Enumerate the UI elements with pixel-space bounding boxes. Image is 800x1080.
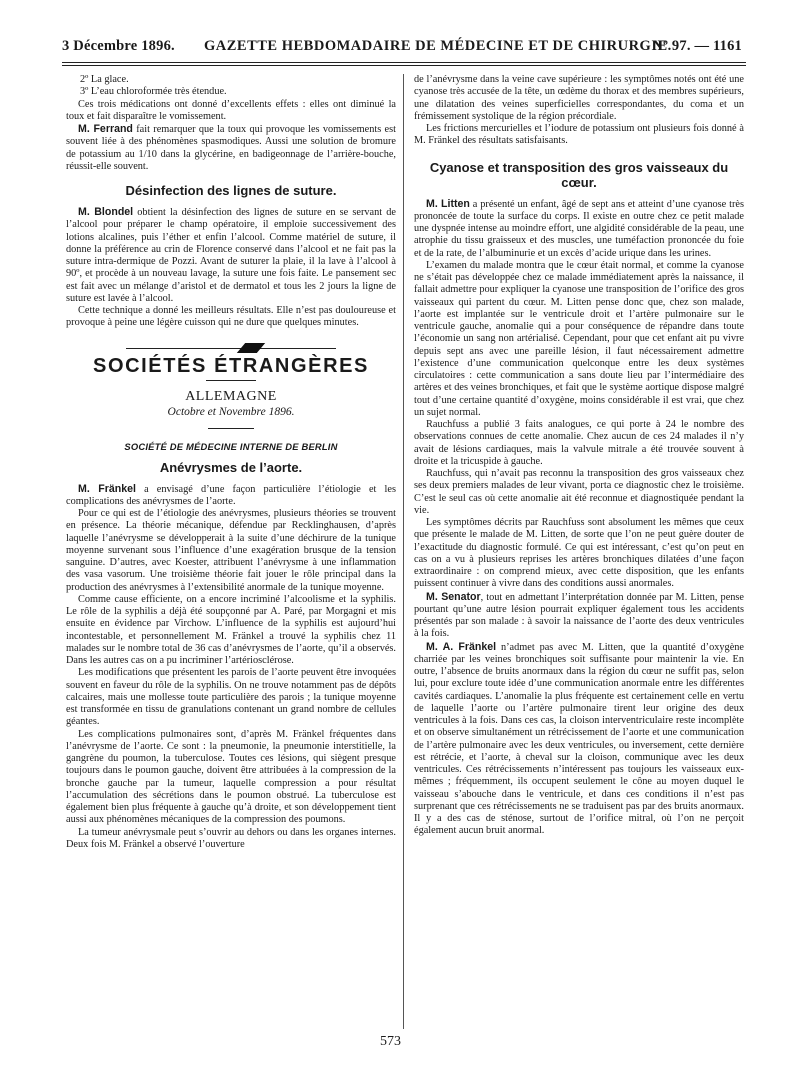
paragraph: de l’anévrysme dans la veine cave supérieure : les symptômes notés ont été une cyanose très accusée de la tête, un œdème du thorax et des membres supérieurs, une dilatation des veines superficielles correspondantes, du coma et un frémissement systolique de la région précordiale. (414, 74, 744, 122)
paragraph: Les complications pulmonaires sont, d’après M. Fränkel fréquentes dans l’anévrysme de l’aorte. Ce sont : la pneumonie, la pneumonie interstitielle, la gangrène du poumon, la tuberculose. Toutes ces lésions, qui siègent presque toujours dans le poumon gauche, doivent être attribuées à la compression de la bronche gauche par la tumeur, laquelle compression a pour résultat l’accumulation des sécrétions dans le poumon obstrué. La tuberculose est également bien plus fréquente à gauche qu’à droite, et son développement tient aussi aux phénomènes mécaniques de la compression des poumons. (66, 728, 396, 826)
paragraph (414, 198, 744, 260)
paragraph: Ces trois médications ont donné d’excellents effets : elles ont diminué la toux et fait disparaître le vomissement. (66, 98, 396, 122)
short-rule (206, 380, 256, 381)
header-rule (62, 62, 746, 63)
paragraph-text: a envisagé d’une façon particulière l’étiologie et les complications des anévrysmes de l’aorte. (66, 483, 396, 507)
period-subheading: Octobre et Novembre 1896. (167, 406, 295, 418)
ornament-diamond (237, 343, 265, 353)
paragraph: L’examen du malade montra que le cœur était normal, et comme la cyanose ne s’était pas développée chez ce malade immédiatement après la naissance, il fallait admettre pour expliquer la cyanose une transposition de l’orifice des gros vaisseaux qui partent du cœur. M. Litten pense donc que, chez son malade, l’aorte est implantée sur le ventricule droit et l’artère pulmonaire sur le ventricule gauche, anomalie qui a pour conséquence de répandre dans toute l’économie un sang non artérialisé. Cependant, pour que cet enfant ait pu vivre depuis sept ans avec une pareille lésion, il faut nécessairement admettre l’existence d’une communication quelconque entre les deux systèmes circulatoires : cette communication a sans doute lieu par l’intermédiaire des artères et des veines bronchiques, et fait que le système aortique dispose malgré tout d’une certaine quantité d’oxygène, moins considérable il est vrai, que chez un sujet normal. (414, 259, 744, 418)
society-heading: SOCIÉTÉ DE MÉDECINE INTERNE DE BERLIN (124, 441, 338, 453)
paragraph: Cette technique a donné les meilleurs résultats. Elle n’est pas douloureuse et provoque à peine une légère cuisson qui ne dure que quelques minutes. (66, 305, 396, 329)
issue-page-number: Nº 97. — 1161 (652, 38, 742, 54)
paragraph-text: fait remarquer que la toux qui provoque les vomissements est souvent liée à des phénomènes spasmodiques. Aussi une solution de bromure de potassium au 1/10 dans la glycérine, en badigeonnage de l’arrière-bouche, réussit-elle souvent. (66, 124, 396, 172)
speaker-name: M. Litten (426, 197, 470, 210)
ornament-divider (126, 342, 336, 356)
list-item: 3º L’eau chloroformée très étendue. (80, 86, 227, 98)
paragraph: Rauchfuss, qui n’avait pas reconnu la transposition des gros vaisseaux chez ses deux premiers malades de leur vivant, porta ce diagnostic chez le troisième. C’est le seul cas où cette anomalie ait été reconnue et diagnostiquée pendant la vie. (414, 468, 744, 516)
column-divider (403, 74, 404, 1029)
ornament-line (126, 348, 336, 349)
section-title: Cyanose et transposition des gros vaisseaux du cœur. (429, 159, 729, 190)
short-rule (208, 428, 254, 429)
speaker-name: M. Fränkel (78, 482, 136, 495)
paragraph (414, 591, 744, 641)
section-title: Désinfection des lignes de suture. (125, 183, 337, 198)
right-column (414, 74, 744, 838)
paragraph-text: obtient la désinfection des lignes de suture en se servant de l’alcool pour préparer le champ opératoire, il emploie successivement des lotions alcalines, puis l’éther et enfin l’alcool. Comme matériel de suture, il donne la préférence au crin de Florence conservé dans l’alcool et ne fait pas la suture intra-dermique de Pozzi. Avant de suturer la plaie, il la lave à l’alcool à 90º, et procède à un nouveau lavage, la suture une fois faite. Le pansement sec est fait avec un mélange d’aristol et de dermatol et tous les 2 jours la ligne de suture est lavée à l’alcool. (66, 207, 396, 304)
paragraph (66, 123, 396, 173)
page-folio: 573 (380, 1034, 401, 1049)
paragraph: Comme cause efficiente, on a encore incriminé l’alcoolisme et la syphilis. Le rôle de la syphilis a déjà été soupçonné par A. Paré, par Morgagni et mis ensuite en évidence par Virchow. L’influence de la syphilis est aujourd’hui incontestable, et personnellement M. Fränkel a trouvé la syphilis chez 11 malades sur le nombre total de 36 cas d’anévrysmes de l’aorte, qu’il a observés. Dans les autres cas on a pu incriminer l’artériosclérose. (66, 593, 396, 666)
paragraph (414, 641, 744, 838)
paragraph: Rauchfuss a publié 3 faits analogues, ce qui porte à 24 le nombre des observations connues de cette anomalie. Chez aucun de ces 24 malades il n’y avait de lésions cardiaques, mais la valvule mitrale a été trouvée souvent à droite et la tricuspide à gauche. (414, 419, 744, 467)
paragraph-text: a présenté un enfant, âgé de sept ans et atteint d’une cyanose très prononcée de toute la surface du corps. Il existe en outre chez ce petit malade une dyspnée intense au moindre effort, une algidité considérable de la peau, une atrophie du tissu graisseux et des muscles, une tuméfaction prononcée du foie et de la rate, de l’albuminurie et un excès d’acide urique dans les urines. (414, 198, 744, 259)
paragraph: Les modifications que présentent les parois de l’aorte peuvent être invoquées souvent en faveur du rôle de la syphilis. On ne trouve notamment pas de dépôts calcaires, mais une mollesse toute particulière des parois ; la tunique moyenne est transformée en tissu de granulations contenant un grand nombre de cellules géantes. (66, 667, 396, 728)
list-item: 2º La glace. (80, 74, 129, 85)
paragraph: Pour ce qui est de l’étiologie des anévrysmes, plusieurs théories se trouvent en présence. La théorie mécanique, défendue par Recklinghausen, d’après laquelle l’anévrysme se développerait à la suite d’une déchirure de la tunique moyenne survenant sous l’influence d’une exagération brusque de la tension sanguine. D’autres, avec Koester, attribuent l’anévrysme à une inflammation des vasa vasorum. Une troisième théorie fait jouer le rôle principal dans la production des anévrysmes à l’extensibilité anormale de la tunique moyenne. (66, 508, 396, 593)
speaker-name: M. Blondel (78, 206, 134, 218)
paragraph (66, 206, 396, 305)
paragraph: La tumeur anévrysmale peut s’ouvrir au dehors ou dans les organes internes. Deux fois M. Fränkel a observé l’ouverture (66, 826, 396, 850)
paragraph (66, 483, 396, 509)
societies-heading: SOCIÉTÉS ÉTRANGÈRES (93, 354, 369, 377)
country-heading: ALLEMAGNE (185, 388, 277, 404)
left-column (66, 74, 396, 851)
paragraph-text: n’admet pas avec M. Litten, que la quantité d’oxygène charriée par les veines bronchiques soit suffisante pour maintenir la vie. En outre, l’absence de bruits anormaux dans la région du cœur ne suffit pas, selon lui, pour exclure toute idée d’une communication anormale entre les différentes cavités cardiaques. L’anomalie la plus fréquente est certainement celle en vertu de laquelle l’aorte ou l’artère pulmonaire tirent leur origine des deux ventricules à la fois. Dans ces cas, la cloison interventriculaire reste incomplète et on observe simultanément un rétrécissement de l’aorte et une communication de l’artère pulmonaire avec les deux ventricules, ou inversement, cette dernière est rétrécie, et l’aorte, à cheval sur la cloison, communique avec les deux ventricules. Ces rétrécissements n’intéressent pas toujours les vaisseaux eux-mêmes ; fréquemment, ils occupent seulement le cône au moyen duquel le vaisseau s’abouche dans le ventricule, et dans ces conditions il n’est pas surprenant que ces rétrécissements ne se traduisent pas par des bruits anormaux. Il y a des cas de sténose, surtout de l’orifice mitral, où l’on ne perçoit également aucun bruit anormal. (414, 641, 744, 837)
paragraph: Les symptômes décrits par Rauchfuss sont absolument les mêmes que ceux que présente le malade de M. Litten, de sorte que l’on ne peut guère douter de l’exactitude du diagnostic formulé. Ce qui est intéressant, c’est qu’on peut en cas on a vu à plusieurs reprises les artères bronchiques dilatées d’une façon extraordinaire : on comprend mieux, avec cette disposition, que les enfants puissent continuer à vivre dans des conditions aussi anormales. (414, 517, 744, 590)
header-rule-2 (62, 65, 746, 66)
paragraph-text: , tout en admettant l’interprétation donnée par M. Litten, pense pourtant qu’une autre lésion pourrait expliquer également tous les accidents présentés par son malade : à savoir la naissance de l’aorte des deux ventricules à la fois. (414, 591, 744, 640)
header-date: 3 Décembre 1896. (62, 38, 175, 54)
speaker-name: M. Senator (426, 590, 481, 603)
section-title: Anévrysmes de l’aorte. (159, 459, 303, 475)
speaker-name: M. A. Fränkel (426, 640, 497, 653)
paragraph: Les frictions mercurielles et l’iodure de potassium ont plusieurs fois donné à M. Fränkel des résultats satisfaisants. (414, 123, 744, 147)
journal-title: GAZETTE HEBDOMADAIRE DE MÉDECINE ET DE CHIRURGIE. (204, 38, 672, 54)
running-header (62, 38, 742, 60)
speaker-name: M. Ferrand (78, 123, 133, 135)
